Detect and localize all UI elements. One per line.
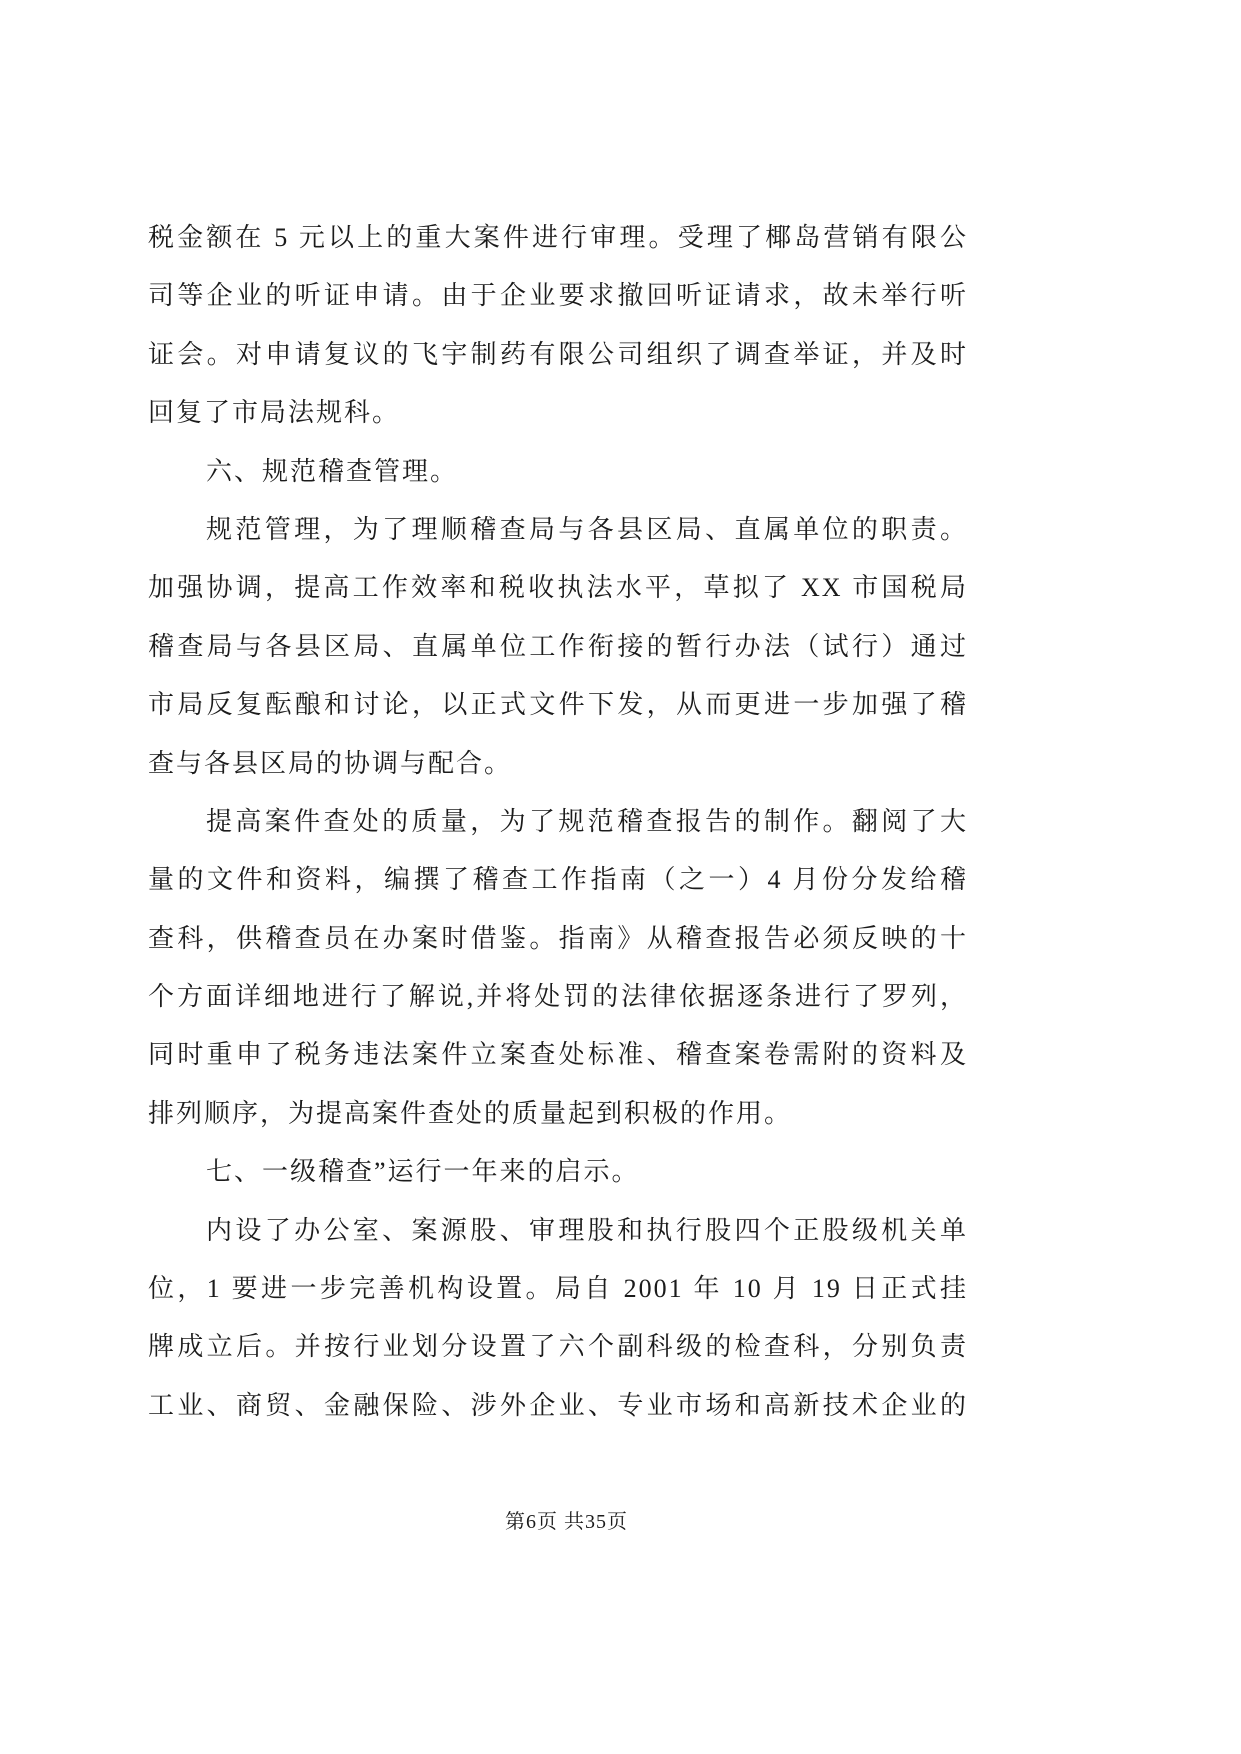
section-heading [148,1143,968,1201]
text-line: 内设了办公室、案源股、审理股和执行股四个正股级机关单 [206,1215,968,1245]
text-line: 工业、商贸、金融保险、涉外企业、专业市场和高新技术企业的 [148,1390,968,1420]
text-line: 稽查局与各县区局、直属单位工作衔接的暂行办法（试行）通过 [148,631,968,661]
text-line: 加强协调，提高工作效率和税收执法水平，草拟了 XX 市国税局 [148,573,968,603]
text-line: 回复了市局法规科。 [148,398,401,428]
text-line: 量的文件和资料，编撰了稽查工作指南（之一）4 月份分发给稽 [148,865,968,895]
text-line: 查与各县区局的协调与配合。 [148,748,513,778]
text-line: 市局反复酝酿和讨论，以正式文件下发，从而更进一步加强了稽 [148,690,968,720]
text-line: 证会。对申请复议的飞宇制药有限公司组织了调查举证，并及时 [148,339,968,369]
text-line: 位，1 要进一步完善机构设置。局自 2001 年 10 月 19 日正式挂 [148,1274,968,1304]
text-line: 查科，供稽查员在办案时借鉴。指南》从稽查报告必须反映的十 [148,923,968,953]
text-line: 排列顺序，为提高案件查处的质量起到积极的作用。 [148,1098,793,1128]
text-line: 司等企业的听证申请。由于企业要求撤回听证请求，故未举行听 [148,281,968,311]
section-heading-text: 六、规范稽查管理。 [206,456,459,486]
page-number-footer: 第6页 共35页 [505,1511,628,1533]
text-line: 税金额在 5 元以上的重大案件进行审理。受理了椰岛营销有限公 [148,223,968,252]
section-heading [148,443,968,501]
paragraph [148,793,968,1143]
text-line: 同时重申了税务违法案件立案查处标准、稽查案卷需附的资料及 [148,1040,968,1070]
document-body [148,209,968,1435]
text-line: 个方面详细地进行了解说,并将处罚的法律依据逐条进行了罗列， [148,982,968,1012]
text-line: 提高案件查处的质量，为了规范稽查报告的制作。翻阅了大 [206,806,968,836]
section-heading-text: 七、一级稽查”运行一年来的启示。 [206,1157,640,1187]
paragraph [148,1202,968,1436]
paragraph [148,209,968,443]
paragraph [148,501,968,793]
text-line: 规范管理，为了理顺稽查局与各县区局、直属单位的职责。 [206,514,968,544]
text-line: 牌成立后。并按行业划分设置了六个副科级的检查科，分别负责 [148,1332,968,1362]
